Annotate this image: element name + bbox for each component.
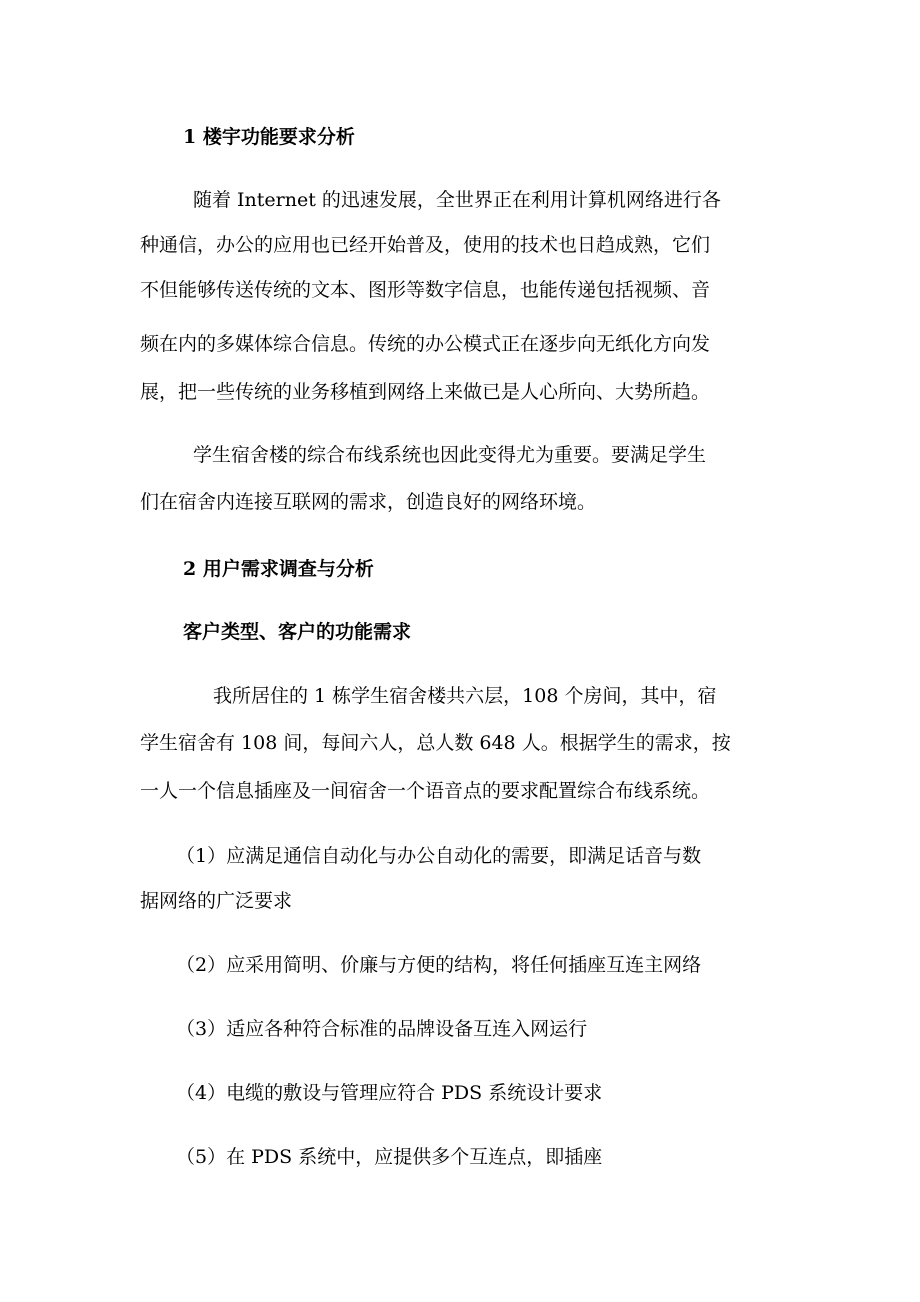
paragraph-line: 频在内的多媒体综合信息。传统的办公模式正在逐步向无纸化方向发 [140,333,711,355]
requirement-item-3: （3）适应各种符合标准的品牌设备互连入网运行 [176,1018,588,1040]
paragraph-line: 们在宿舍内连接互联网的需求，创造良好的网络环境。 [140,491,597,513]
requirement-item-2: （2）应采用简明、价廉与方便的结构，将任何插座互连主网络 [176,954,702,976]
section-heading-1: 1 楼宇功能要求分析 [183,126,355,148]
requirement-item-4: （4）电缆的敷设与管理应符合 PDS 系统设计要求 [176,1082,603,1104]
requirement-item-5: （5）在 PDS 系统中，应提供多个互连点，即插座 [176,1146,603,1168]
paragraph-line: 学生宿舍楼的综合布线系统也因此变得尤为重要。要满足学生 [193,444,707,466]
requirement-item-1: （1）应满足通信自动化与办公自动化的需要，即满足话音与数 [176,845,702,867]
paragraph-line: 学生宿舍有 108 间，每间六人，总人数 648 人。根据学生的需求，按 [140,732,731,754]
paragraph-line: 随着 Internet 的迅速发展，全世界正在利用计算机网络进行各 [193,189,721,211]
paragraph-line: 展，把一些传统的业务移植到网络上来做已是人心所向、大势所趋。 [140,381,711,403]
paragraph-line: 我所居住的 1 栋学生宿舍楼共六层，108 个房间，其中，宿 [213,685,717,707]
requirement-item-1-cont: 据网络的广泛要求 [140,890,293,912]
section-heading-2: 2 用户需求调查与分析 [183,558,374,580]
paragraph-line: 一人一个信息插座及一间宿舍一个语音点的要求配置综合布线系统。 [140,780,711,802]
paragraph-line: 种通信，办公的应用也已经开始普及，使用的技术也日趋成熟，它们 [140,234,711,256]
section-subheading: 客户类型、客户的功能需求 [183,621,412,643]
paragraph-line: 不但能够传送传统的文本、图形等数字信息，也能传递包括视频、音 [140,279,711,301]
